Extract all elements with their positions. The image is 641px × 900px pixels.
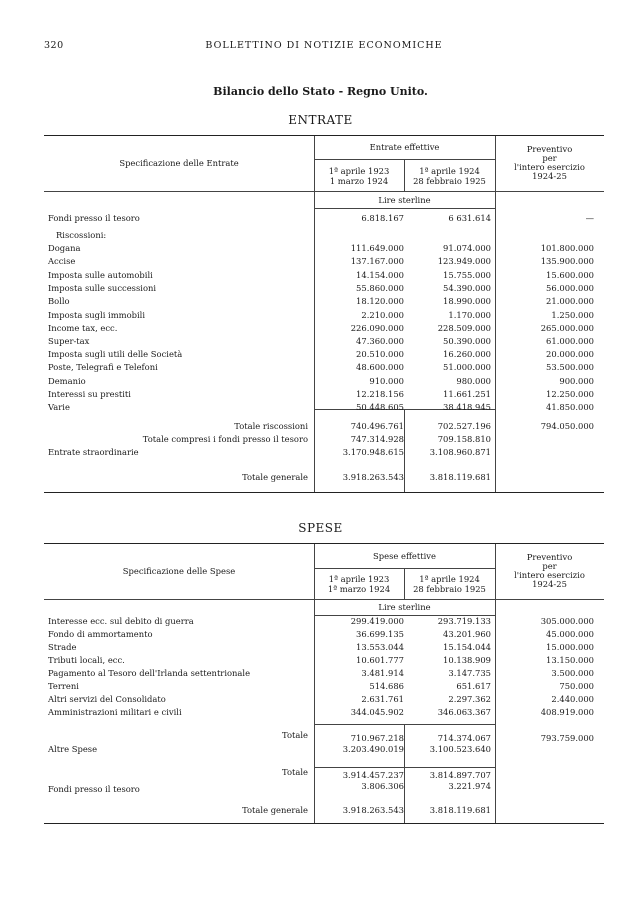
table-row-v3: 13.150.000 xyxy=(546,655,594,665)
spese-totale-v3: 793.759.000 xyxy=(540,733,594,743)
table-row-v1: 344.045.902 xyxy=(350,707,404,717)
table-row-v2: 2.297.362 xyxy=(448,694,491,704)
table-row-v3: 56.000.000 xyxy=(546,283,594,293)
table-row-v2: 293.719.133 xyxy=(437,616,491,626)
totale-compresi-label: Totale compresi i fondi presso il tesoro xyxy=(142,434,308,444)
table-row-v1: 12.218.156 xyxy=(356,389,404,399)
spese-col-prev-4: 1924-25 xyxy=(532,579,567,589)
table-row-v3: 12.250.000 xyxy=(546,389,594,399)
spese-col-p2-a: 1ª aprile 1924 xyxy=(419,574,480,584)
running-title: BOLLETTINO DI NOTIZIE ECONOMICHE xyxy=(205,40,443,51)
table-row-label: Imposta sulle successioni xyxy=(48,283,157,293)
table-row-v1: 14.154.000 xyxy=(356,270,404,280)
totale-riscossioni-v1: 740.496.761 xyxy=(350,421,404,431)
spese-col-p1-a: 1ª aprile 1923 xyxy=(328,574,390,584)
table-row-v3: 41.850.000 xyxy=(546,402,594,412)
table-row-label: Imposta sulle automobili xyxy=(48,270,153,280)
document-title: Bilancio dello Stato - Regno Unito. xyxy=(213,85,428,98)
spese-totale-v1: 710.967.218 xyxy=(350,733,404,743)
table-row-v3: 265.000.000 xyxy=(540,323,594,333)
table-row-v3: 750.000 xyxy=(559,681,594,691)
spese-col-p2-b: 28 febbraio 1925 xyxy=(413,584,486,594)
running-header xyxy=(44,40,604,54)
page-number: 320 xyxy=(44,40,64,51)
table-row-label: Demanio xyxy=(48,376,86,386)
entrate-heading: ENTRATE xyxy=(288,113,353,127)
table-row-label: Bollo xyxy=(48,296,70,306)
table-row-v1: 18.120.000 xyxy=(356,296,404,306)
straordinarie-v2: 3.108.960.871 xyxy=(429,447,491,457)
table-row-v1: 111.649.000 xyxy=(350,243,404,253)
table-row-label: Super-tax xyxy=(48,336,90,346)
table-row-label: Income tax, ecc. xyxy=(48,323,118,333)
table-row-v3: 15.600.000 xyxy=(546,270,594,280)
table-row-label: Interesse ecc. sul debito di guerra xyxy=(48,616,194,626)
spese-col-prev-3: l'intero esercizio xyxy=(514,570,585,580)
spese-totale-label: Totale xyxy=(282,730,308,740)
fondi-v2: 6 631.614 xyxy=(448,213,491,223)
table-row-v1: 10.601.777 xyxy=(356,655,404,665)
altre-spese-label: Altre Spese xyxy=(48,744,98,754)
entrate-col-prev-1: Preventivo xyxy=(526,144,573,154)
fondi-v3: — xyxy=(585,213,594,223)
spese-col-spec: Specificazione delle Spese xyxy=(122,566,236,576)
table-row-v2: 50.390.000 xyxy=(443,336,491,346)
spese-fondi-v1: 3.806.306 xyxy=(361,781,404,791)
entrate-totale-generale-label: Totale generale xyxy=(242,472,308,482)
table-row-v3: 3.500.000 xyxy=(551,668,594,678)
spese-col-prev-2: per xyxy=(542,561,557,571)
table-row-v3: 61.000.000 xyxy=(546,336,594,346)
table-row-v2: 228.509.000 xyxy=(437,323,491,333)
table-row-v3: 135.900.000 xyxy=(540,256,594,266)
entrate-col-prev-4: 1924-25 xyxy=(532,171,567,181)
spese-col-effettive: Spese effettive xyxy=(373,551,436,561)
spese-unit: Lire sterline xyxy=(378,602,431,612)
spese-totale-generale-v2: 3.818.119.681 xyxy=(429,805,491,815)
table-row-v3: 900.000 xyxy=(559,376,594,386)
table-row-label: Tributi locali, ecc. xyxy=(48,655,125,665)
totale-riscossioni-label: Totale riscossioni xyxy=(234,421,308,431)
table-row-v2: 1.170.000 xyxy=(448,310,491,320)
entrate-table xyxy=(44,135,604,493)
table-row-label: Imposta sugli utili delle Società xyxy=(48,349,183,359)
altre-spese-v2: 3.100.523.640 xyxy=(429,744,491,754)
spese-totale2-label: Totale xyxy=(282,767,308,777)
table-row-label: Strade xyxy=(48,642,77,652)
table-row-label: Fondo di ammortamento xyxy=(48,629,153,639)
entrate-col-spec: Specificazione delle Entrate xyxy=(119,158,239,168)
table-row-v1: 50.448.605 xyxy=(356,402,404,412)
totale-compresi-v1: 747.314.928 xyxy=(350,434,404,444)
table-row-v2: 123.949.000 xyxy=(437,256,491,266)
straordinarie-label: Entrate straordinarie xyxy=(48,447,139,457)
table-row-v3: 408.919.000 xyxy=(540,707,594,717)
table-row-label: Terreni xyxy=(48,681,79,691)
spese-totale2-v2: 3.814.897.707 xyxy=(429,770,491,780)
entrate-totale-generale-v1: 3.918.263.543 xyxy=(342,472,404,482)
table-row-v3: 101.800.000 xyxy=(540,243,594,253)
entrate-totale-generale-v2: 3.818.119.681 xyxy=(429,472,491,482)
altre-spese-v1: 3.203.490.019 xyxy=(342,744,404,754)
table-row-v2: 651.617 xyxy=(456,681,491,691)
table-row-v2: 38.418.945 xyxy=(443,402,491,412)
table-row-v3: 45.000.000 xyxy=(546,629,594,639)
totale-riscossioni-v3: 794.050.000 xyxy=(540,421,594,431)
table-row-v2: 346.063.367 xyxy=(437,707,491,717)
table-row-label: Imposta sugli immobili xyxy=(48,310,146,320)
table-row-v2: 18.990.000 xyxy=(443,296,491,306)
spese-totale-generale-label: Totale generale xyxy=(242,805,308,815)
spese-fondi-label: Fondi presso il tesoro xyxy=(48,784,140,794)
fondi-label: Fondi presso il tesoro xyxy=(48,213,140,223)
totale-compresi-v2: 709.158.810 xyxy=(437,434,491,444)
spese-totale-generale-v1: 3.918.263.543 xyxy=(342,805,404,815)
table-row-v2: 980.000 xyxy=(456,376,491,386)
table-row-v1: 2.210.000 xyxy=(361,310,404,320)
table-row-label: Accise xyxy=(48,256,76,266)
spese-totale2-v1: 3.914.457.237 xyxy=(342,770,404,780)
table-row-v1: 20.510.000 xyxy=(356,349,404,359)
table-row-v2: 16.260.000 xyxy=(443,349,491,359)
table-row-v2: 15.755.000 xyxy=(443,270,491,280)
table-row-v2: 91.074.000 xyxy=(443,243,491,253)
table-row-label: Varie xyxy=(48,402,70,412)
table-row-v3: 21.000.000 xyxy=(546,296,594,306)
fondi-v1: 6.818.167 xyxy=(361,213,404,223)
table-row-v2: 43.201.960 xyxy=(443,629,491,639)
table-row-v2: 11.661.251 xyxy=(443,389,491,399)
table-row-v1: 55.860.000 xyxy=(356,283,404,293)
table-row-v3: 2.440.000 xyxy=(551,694,594,704)
table-row-v1: 48.600.000 xyxy=(356,362,404,372)
spese-table xyxy=(44,543,604,824)
table-row-label: Poste, Telegrafi e Telefoni xyxy=(48,362,158,372)
table-row-v1: 47.360.000 xyxy=(356,336,404,346)
spese-totale-v2: 714.374.067 xyxy=(437,733,491,743)
table-row-v1: 137.167.000 xyxy=(350,256,404,266)
spese-heading: SPESE xyxy=(298,521,343,535)
table-row-v3: 20.000.000 xyxy=(546,349,594,359)
table-row-v1: 3.481.914 xyxy=(361,668,404,678)
table-row-v1: 2.631.761 xyxy=(361,694,404,704)
table-row-v3: 305.000.000 xyxy=(540,616,594,626)
totale-riscossioni-v2: 702.527.196 xyxy=(437,421,491,431)
riscossioni-label: Riscossioni: xyxy=(56,230,107,240)
table-row-label: Dogana xyxy=(48,243,81,253)
table-row-v3: 53.500.000 xyxy=(546,362,594,372)
table-row-v2: 10.138.909 xyxy=(443,655,491,665)
entrate-col-p2-b: 28 febbraio 1925 xyxy=(413,176,486,186)
table-row-v1: 514.686 xyxy=(369,681,404,691)
table-row-label: Pagamento al Tesoro dell'Irlanda settentrionale xyxy=(48,668,251,678)
table-row-v3: 1.250.000 xyxy=(551,310,594,320)
table-row-label: Interessi su prestiti xyxy=(48,389,131,399)
table-row-v1: 226.090.000 xyxy=(350,323,404,333)
entrate-col-p1-a: 1ª aprile 1923 xyxy=(328,166,390,176)
table-row-v1: 299.419.000 xyxy=(350,616,404,626)
table-row-v1: 910.000 xyxy=(369,376,404,386)
entrate-col-effettive: Entrate effettive xyxy=(369,142,440,152)
table-row-label: Amministrazioni militari e civili xyxy=(48,707,182,717)
entrate-col-p2-a: 1ª aprile 1924 xyxy=(419,166,480,176)
spese-col-p1-b: 1ª marzo 1924 xyxy=(327,584,391,594)
spese-fondi-v2: 3.221.974 xyxy=(448,781,491,791)
straordinarie-v1: 3.170.948.615 xyxy=(342,447,404,457)
entrate-col-prev-3: l'intero esercizio xyxy=(514,162,585,172)
table-row-v1: 13.553.044 xyxy=(356,642,404,652)
table-row-v2: 51.000.000 xyxy=(443,362,491,372)
table-row-v2: 15.154.044 xyxy=(443,642,491,652)
table-row-label: Altri servizi del Consolidato xyxy=(48,694,166,704)
table-row-v2: 3.147.735 xyxy=(448,668,491,678)
entrate-unit: Lire sterline xyxy=(378,195,431,205)
spese-col-prev-1: Preventivo xyxy=(526,552,573,562)
table-row-v3: 15.000.000 xyxy=(546,642,594,652)
table-row-v2: 54.390.000 xyxy=(443,283,491,293)
entrate-col-p1-b: 1 marzo 1924 xyxy=(329,176,389,186)
table-row-v1: 36.699.135 xyxy=(356,629,404,639)
entrate-col-prev-2: per xyxy=(542,153,557,163)
